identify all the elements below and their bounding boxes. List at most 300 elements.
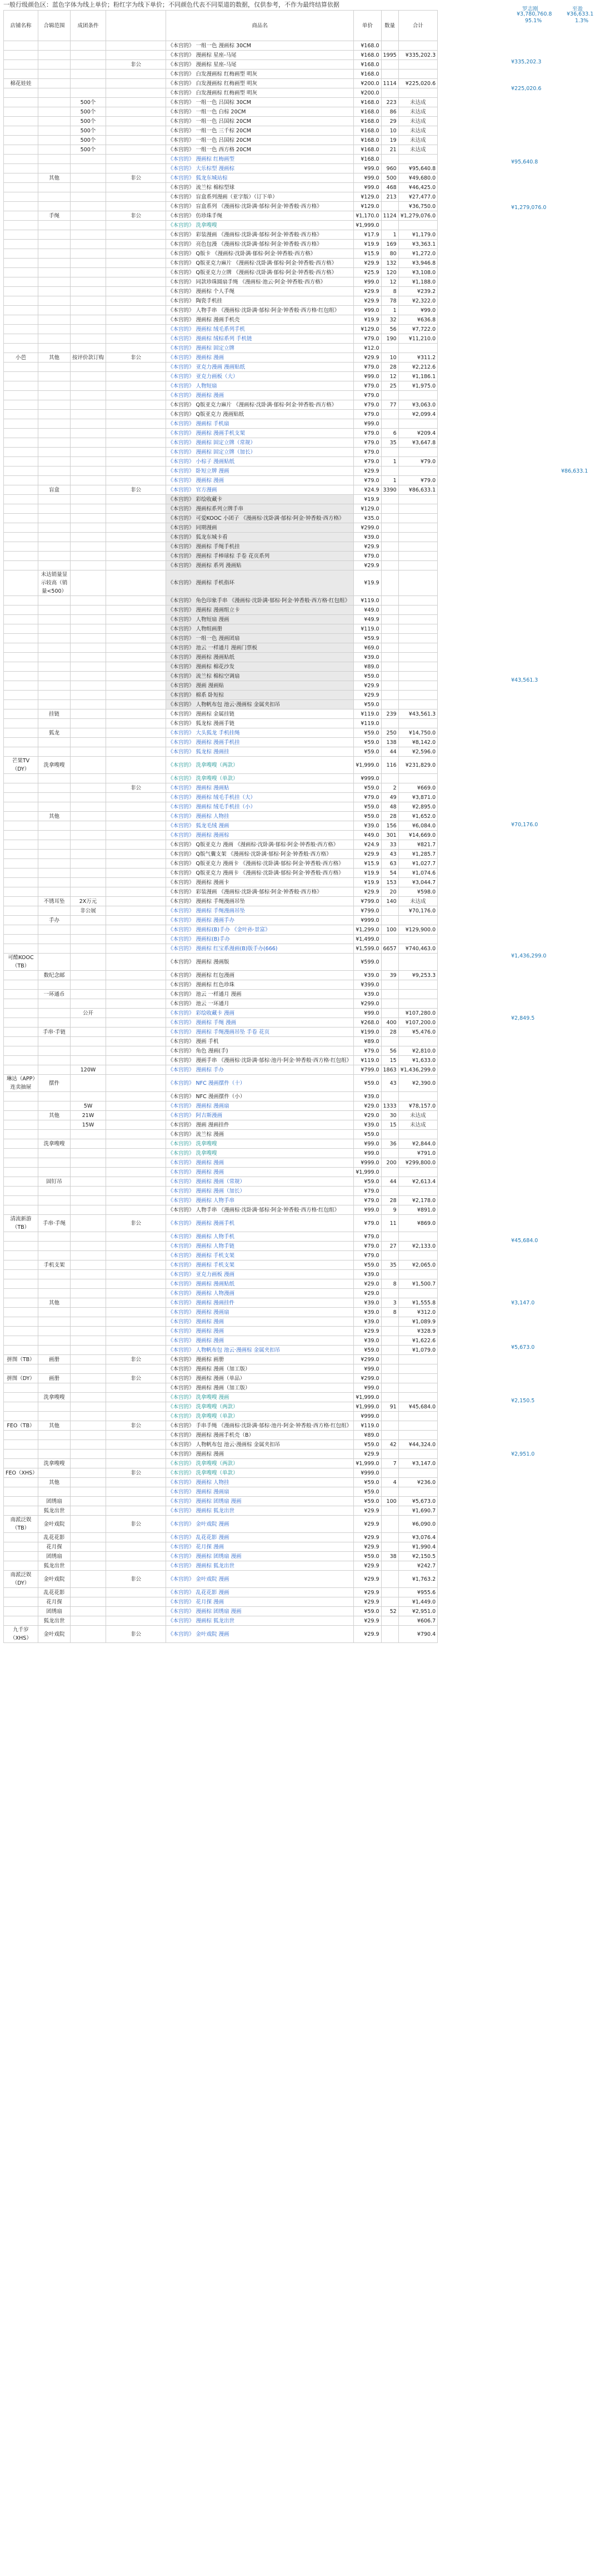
cell-gift[interactable] xyxy=(106,117,166,126)
cell-price[interactable]: ¥59.0 xyxy=(354,728,381,738)
cell-qty[interactable] xyxy=(381,1149,398,1158)
cell-gift[interactable] xyxy=(106,831,166,840)
cell-gift[interactable]: 非公 xyxy=(106,1374,166,1383)
cell-price[interactable]: ¥200.0 xyxy=(354,79,381,88)
cell-qty[interactable]: 52 xyxy=(381,1607,398,1616)
cell-qty[interactable]: 1995 xyxy=(381,51,398,60)
cell-gift[interactable] xyxy=(106,495,166,504)
cell-tier[interactable] xyxy=(71,1298,106,1308)
cell-qty[interactable] xyxy=(381,523,398,533)
cell-tier[interactable] xyxy=(71,1516,106,1533)
cell-name[interactable]: 《本宫的》 漫画棕 手绳漫画吊坠 xyxy=(166,897,354,906)
cell-total[interactable] xyxy=(398,504,437,514)
cell-mod[interactable]: 未达销量显示较高（销量<500） xyxy=(38,570,71,596)
cell-gift[interactable]: 非公 xyxy=(106,1516,166,1533)
cell-total[interactable] xyxy=(398,643,437,653)
cell-gift[interactable]: 非公 xyxy=(106,1421,166,1431)
cell-store[interactable] xyxy=(4,1298,38,1308)
cell-name[interactable]: 《本宫的》 狐龙毛绒 漫画 xyxy=(166,821,354,831)
cell-total[interactable]: ¥598.0 xyxy=(398,887,437,897)
cell-price[interactable]: ¥59.0 xyxy=(354,1177,381,1187)
cell-total[interactable]: ¥1,272.0 xyxy=(398,249,437,259)
table-row[interactable] xyxy=(4,1431,438,1440)
table-row[interactable] xyxy=(4,1383,438,1393)
table-row[interactable] xyxy=(4,1542,438,1552)
cell-tier[interactable] xyxy=(71,277,106,287)
cell-gift[interactable] xyxy=(106,1056,166,1065)
cell-qty[interactable] xyxy=(381,634,398,643)
cell-qty[interactable]: 100 xyxy=(381,925,398,935)
cell-total[interactable] xyxy=(398,596,437,605)
cell-store[interactable] xyxy=(4,700,38,709)
cell-mod[interactable] xyxy=(38,1364,71,1374)
cell-gift[interactable] xyxy=(106,476,166,485)
table-row[interactable] xyxy=(4,738,438,747)
cell-mod[interactable] xyxy=(38,691,71,700)
cell-tier[interactable] xyxy=(71,570,106,596)
cell-store[interactable] xyxy=(4,1065,38,1075)
cell-total[interactable] xyxy=(398,615,437,624)
cell-tier[interactable] xyxy=(71,240,106,249)
cell-qty[interactable]: 7 xyxy=(381,1459,398,1468)
cell-total[interactable]: ¥299,800.0 xyxy=(398,1158,437,1168)
cell-total[interactable]: ¥14,750.0 xyxy=(398,728,437,738)
cell-gift[interactable] xyxy=(106,457,166,466)
cell-qty[interactable]: 1124 xyxy=(381,211,398,221)
cell-mod[interactable] xyxy=(38,230,71,240)
cell-gift[interactable] xyxy=(106,126,166,136)
cell-total[interactable] xyxy=(398,1431,437,1440)
cell-gift[interactable] xyxy=(106,419,166,429)
cell-tier[interactable] xyxy=(71,935,106,944)
cell-name[interactable]: 《本宫的》 卧短立牌 漫画 xyxy=(166,466,354,476)
cell-store[interactable] xyxy=(4,552,38,561)
cell-mod[interactable]: 数纪念邮 xyxy=(38,971,71,980)
cell-total[interactable]: ¥1,074.6 xyxy=(398,868,437,878)
cell-gift[interactable] xyxy=(106,1101,166,1111)
cell-price[interactable]: ¥29.9 xyxy=(354,887,381,897)
cell-gift[interactable] xyxy=(106,1251,166,1260)
cell-store[interactable] xyxy=(4,935,38,944)
cell-name[interactable]: 《本宫的》 流兰棕 棉棕空调扇 xyxy=(166,672,354,681)
cell-qty[interactable] xyxy=(381,1327,398,1336)
cell-price[interactable]: ¥29.9 xyxy=(354,1626,381,1643)
table-row[interactable] xyxy=(4,793,438,802)
cell-store[interactable] xyxy=(4,1009,38,1018)
table-row[interactable] xyxy=(4,1459,438,1468)
cell-name[interactable]: 《本宫的》 Q版亚克力麻片 《漫画棕·沈卧满·郁棕·阿金·钟香般·西方格》 xyxy=(166,259,354,268)
cell-store[interactable] xyxy=(4,145,38,155)
cell-qty[interactable] xyxy=(381,1561,398,1571)
cell-mod[interactable] xyxy=(38,944,71,954)
cell-mod[interactable] xyxy=(38,145,71,155)
cell-tier[interactable] xyxy=(71,1056,106,1065)
cell-price[interactable]: ¥59.0 xyxy=(354,1607,381,1616)
cell-mod[interactable] xyxy=(38,634,71,643)
cell-total[interactable]: ¥2,133.0 xyxy=(398,1242,437,1251)
cell-gift[interactable] xyxy=(106,868,166,878)
cell-tier[interactable] xyxy=(71,887,106,897)
cell-total[interactable] xyxy=(398,88,437,98)
cell-total[interactable] xyxy=(398,570,437,596)
cell-gift[interactable] xyxy=(106,719,166,728)
cell-total[interactable]: ¥2,322.0 xyxy=(398,296,437,306)
table-row[interactable] xyxy=(4,1616,438,1626)
table-row[interactable] xyxy=(4,107,438,117)
cell-tier[interactable] xyxy=(71,466,106,476)
cell-total[interactable] xyxy=(398,533,437,542)
cell-price[interactable]: ¥29.9 xyxy=(354,353,381,363)
cell-qty[interactable]: 39 xyxy=(381,971,398,980)
cell-store[interactable] xyxy=(4,747,38,757)
table-row[interactable] xyxy=(4,164,438,173)
cell-price[interactable]: ¥168.0 xyxy=(354,60,381,70)
cell-gift[interactable] xyxy=(106,1289,166,1298)
col-total-header[interactable]: 合计 xyxy=(398,11,437,41)
cell-total[interactable] xyxy=(398,980,437,990)
cell-qty[interactable]: 30 xyxy=(381,1111,398,1120)
cell-store[interactable] xyxy=(4,1168,38,1177)
cell-total[interactable]: ¥129,900.0 xyxy=(398,925,437,935)
cell-mod[interactable] xyxy=(38,344,71,353)
cell-tier[interactable] xyxy=(71,954,106,971)
cell-store[interactable] xyxy=(4,315,38,325)
cell-store[interactable] xyxy=(4,868,38,878)
cell-name[interactable]: 《本宫的》 漫画棕 星座-马尾 xyxy=(166,51,354,60)
cell-tier[interactable] xyxy=(71,1487,106,1497)
table-row[interactable] xyxy=(4,859,438,868)
cell-name[interactable]: 《本宫的》 一组一色 白棕 20CM xyxy=(166,107,354,117)
cell-qty[interactable] xyxy=(381,1251,398,1260)
cell-tier[interactable] xyxy=(71,1421,106,1431)
cell-tier[interactable] xyxy=(71,1232,106,1242)
cell-tier[interactable] xyxy=(71,41,106,51)
cell-name[interactable]: 《本宫的》 人物帆布包 池云·漫画棕 金属夹扣吊 xyxy=(166,1440,354,1450)
cell-store[interactable] xyxy=(4,51,38,60)
cell-mod[interactable]: 摆件 xyxy=(38,1075,71,1092)
cell-total[interactable] xyxy=(398,60,437,70)
cell-name[interactable]: 《本宫的》 流兰棕 棉棕型球 xyxy=(166,183,354,192)
cell-gift[interactable] xyxy=(106,1616,166,1626)
cell-qty[interactable] xyxy=(381,605,398,615)
cell-mod[interactable] xyxy=(38,672,71,681)
cell-tier[interactable] xyxy=(71,485,106,495)
table-row[interactable] xyxy=(4,211,438,221)
cell-total[interactable]: ¥2,844.0 xyxy=(398,1139,437,1149)
cell-price[interactable]: ¥35.0 xyxy=(354,514,381,523)
cell-gift[interactable] xyxy=(106,634,166,643)
col-tier-header[interactable]: 成团条件 xyxy=(71,11,106,41)
table-row[interactable] xyxy=(4,1092,438,1101)
table-row[interactable] xyxy=(4,1440,438,1450)
cell-price[interactable]: ¥29.0 xyxy=(354,1111,381,1120)
table-row[interactable] xyxy=(4,79,438,88)
cell-qty[interactable] xyxy=(381,552,398,561)
cell-store[interactable] xyxy=(4,1487,38,1497)
cell-name[interactable]: 《本宫的》 金叶戏院 漫画 xyxy=(166,1516,354,1533)
cell-mod[interactable] xyxy=(38,306,71,315)
col-module-header[interactable]: 合辑范围 xyxy=(38,11,71,41)
cell-gift[interactable] xyxy=(106,514,166,523)
cell-gift[interactable] xyxy=(106,334,166,344)
cell-mod[interactable] xyxy=(38,783,71,793)
cell-price[interactable]: ¥1,170.0 xyxy=(354,211,381,221)
cell-name[interactable]: 《本宫的》 漫画棕 漫画（加工版） xyxy=(166,1364,354,1374)
cell-gift[interactable] xyxy=(106,344,166,353)
cell-total[interactable] xyxy=(398,514,437,523)
cell-price[interactable]: ¥168.0 xyxy=(354,51,381,60)
cell-qty[interactable] xyxy=(381,1542,398,1552)
table-row[interactable] xyxy=(4,240,438,249)
cell-qty[interactable]: 15 xyxy=(381,1056,398,1065)
cell-name[interactable]: 《本宫的》 人物组画册 xyxy=(166,624,354,634)
cell-mod[interactable]: 固钉吊 xyxy=(38,1177,71,1187)
cell-gift[interactable] xyxy=(106,1270,166,1279)
table-row[interactable] xyxy=(4,1120,438,1130)
cell-total[interactable] xyxy=(398,990,437,999)
cell-mod[interactable]: 手办 xyxy=(38,916,71,925)
cell-qty[interactable] xyxy=(381,672,398,681)
cell-qty[interactable]: 8 xyxy=(381,287,398,296)
table-row[interactable] xyxy=(4,533,438,542)
cell-mod[interactable] xyxy=(38,700,71,709)
cell-tier[interactable] xyxy=(71,259,106,268)
table-row[interactable] xyxy=(4,542,438,552)
table-row[interactable] xyxy=(4,821,438,831)
cell-price[interactable]: ¥29.9 xyxy=(354,287,381,296)
cell-mod[interactable] xyxy=(38,221,71,230)
cell-name[interactable]: 《本宫的》 可爱KOOC 小团子 《漫画棕·沈卧满·郁棕·阿金·钟香般·西方格》 xyxy=(166,514,354,523)
cell-gift[interactable] xyxy=(106,624,166,634)
cell-gift[interactable] xyxy=(106,542,166,552)
cell-tier[interactable] xyxy=(71,296,106,306)
cell-total[interactable]: ¥78,157.0 xyxy=(398,1101,437,1111)
cell-price[interactable]: ¥39.0 xyxy=(354,990,381,999)
cell-gift[interactable] xyxy=(106,552,166,561)
cell-store[interactable] xyxy=(4,1364,38,1374)
cell-mod[interactable] xyxy=(38,747,71,757)
cell-tier[interactable] xyxy=(71,88,106,98)
cell-store[interactable] xyxy=(4,136,38,145)
cell-qty[interactable]: 78 xyxy=(381,296,398,306)
cell-tier[interactable] xyxy=(71,363,106,372)
table-row[interactable] xyxy=(4,1355,438,1364)
cell-name[interactable]: 《本宫的》 漫画棕 团绣扇 漫画 xyxy=(166,1497,354,1506)
cell-name[interactable]: 《本宫的》 花月探 漫画 xyxy=(166,1542,354,1552)
cell-total[interactable] xyxy=(398,624,437,634)
cell-tier[interactable] xyxy=(71,1412,106,1421)
cell-tier[interactable] xyxy=(71,624,106,634)
cell-tier[interactable] xyxy=(71,552,106,561)
cell-gift[interactable] xyxy=(106,561,166,570)
cell-mod[interactable] xyxy=(38,240,71,249)
cell-tier[interactable] xyxy=(71,709,106,719)
cell-store[interactable] xyxy=(4,1459,38,1468)
cell-name[interactable]: 《本宫的》 洗拿嗖嗖（两款） xyxy=(166,1402,354,1412)
cell-qty[interactable]: 1 xyxy=(381,306,398,315)
cell-price[interactable]: ¥15.9 xyxy=(354,249,381,259)
cell-total[interactable]: ¥6,090.0 xyxy=(398,1516,437,1533)
cell-mod[interactable]: 洗拿嗖嗖 xyxy=(38,757,71,774)
cell-tier[interactable] xyxy=(71,400,106,410)
cell-mod[interactable] xyxy=(38,268,71,277)
cell-name[interactable]: 《本宫的》 漫画棕 固定立牌（常规） xyxy=(166,438,354,448)
cell-store[interactable] xyxy=(4,1092,38,1101)
cell-price[interactable]: ¥29.9 xyxy=(354,1561,381,1571)
cell-gift[interactable] xyxy=(106,1393,166,1402)
cell-store[interactable]: 琳达（APP）连卖抽屉 xyxy=(4,1075,38,1092)
cell-mod[interactable]: 金叶戏院 xyxy=(38,1626,71,1643)
cell-qty[interactable]: 27 xyxy=(381,1242,398,1251)
cell-store[interactable] xyxy=(4,1149,38,1158)
cell-mod[interactable] xyxy=(38,1279,71,1289)
cell-store[interactable] xyxy=(4,897,38,906)
cell-name[interactable]: 《本宫的》 漫画棕 漫画（常规） xyxy=(166,1177,354,1187)
cell-tier[interactable] xyxy=(71,344,106,353)
cell-store[interactable] xyxy=(4,709,38,719)
cell-qty[interactable] xyxy=(381,1383,398,1393)
cell-price[interactable]: ¥29.9 xyxy=(354,1506,381,1516)
cell-name[interactable]: 《本宫的》 漫画棕 漫画扇 xyxy=(166,1101,354,1111)
cell-gift[interactable] xyxy=(106,700,166,709)
cell-gift[interactable] xyxy=(106,1092,166,1101)
cell-total[interactable] xyxy=(398,495,437,504)
cell-store[interactable] xyxy=(4,419,38,429)
table-row[interactable] xyxy=(4,145,438,155)
cell-price[interactable]: ¥39.0 xyxy=(354,1298,381,1308)
cell-mod[interactable] xyxy=(38,1232,71,1242)
cell-total[interactable]: ¥869.0 xyxy=(398,1215,437,1232)
cell-name[interactable]: 《本宫的》 漫画棕 狐龙出世 xyxy=(166,1561,354,1571)
cell-price[interactable]: ¥168.0 xyxy=(354,41,381,51)
cell-mod[interactable] xyxy=(38,1468,71,1478)
cell-store[interactable] xyxy=(4,1393,38,1402)
cell-name[interactable]: 《本宫的》 小棕子 漫画贴纸 xyxy=(166,457,354,466)
table-row[interactable] xyxy=(4,410,438,419)
cell-name[interactable]: 《本宫的》 漫画手串 《漫画棕·沈卧满·郁棕·池丹·阿金·钟香般·西方格·红包组》 xyxy=(166,1056,354,1065)
cell-gift[interactable] xyxy=(106,164,166,173)
cell-tier[interactable] xyxy=(71,605,106,615)
cell-total[interactable]: ¥2,810.0 xyxy=(398,1046,437,1056)
cell-price[interactable]: ¥79.0 xyxy=(354,1187,381,1196)
cell-mod[interactable] xyxy=(38,878,71,887)
table-row[interactable] xyxy=(4,192,438,202)
cell-name[interactable]: 《本宫的》 亮色包漫 《漫画棕·沈卧满·郁棕·阿金·钟香般·西方格》 xyxy=(166,240,354,249)
cell-mod[interactable] xyxy=(38,126,71,136)
cell-price[interactable]: ¥79.0 xyxy=(354,1242,381,1251)
cell-tier[interactable] xyxy=(71,1130,106,1139)
cell-mod[interactable] xyxy=(38,1158,71,1168)
cell-mod[interactable] xyxy=(38,438,71,448)
cell-price[interactable]: ¥24.9 xyxy=(354,840,381,850)
table-row[interactable] xyxy=(4,1242,438,1251)
cell-name[interactable]: 《本宫的》 池云 一样通月 漫画 xyxy=(166,990,354,999)
cell-mod[interactable] xyxy=(38,155,71,164)
cell-gift[interactable] xyxy=(106,887,166,897)
table-row[interactable] xyxy=(4,1009,438,1018)
cell-store[interactable] xyxy=(4,107,38,117)
cell-name[interactable]: 《本宫的》 池云 一样通月 漫画门票板 xyxy=(166,643,354,653)
cell-total[interactable] xyxy=(398,605,437,615)
col-qty-header[interactable]: 数量 xyxy=(381,11,398,41)
cell-name[interactable]: 《本宫的》 漫画棕 漫画手机 xyxy=(166,1215,354,1232)
cell-gift[interactable] xyxy=(106,935,166,944)
cell-name[interactable]: 《本宫的》 陶瓷手机挂 xyxy=(166,296,354,306)
cell-qty[interactable] xyxy=(381,221,398,230)
table-row[interactable] xyxy=(4,1289,438,1298)
cell-gift[interactable] xyxy=(106,1336,166,1346)
table-row[interactable] xyxy=(4,1468,438,1478)
cell-gift[interactable] xyxy=(106,1497,166,1506)
cell-tier[interactable] xyxy=(71,192,106,202)
cell-tier[interactable] xyxy=(71,1374,106,1383)
cell-total[interactable] xyxy=(398,41,437,51)
cell-store[interactable] xyxy=(4,1533,38,1542)
cell-total[interactable]: ¥1,027.7 xyxy=(398,859,437,868)
cell-store[interactable] xyxy=(4,1232,38,1242)
cell-total[interactable]: ¥2,065.0 xyxy=(398,1260,437,1270)
table-row[interactable] xyxy=(4,999,438,1009)
cell-price[interactable]: ¥39.0 xyxy=(354,1336,381,1346)
cell-store[interactable]: 拼图（DY） xyxy=(4,1374,38,1383)
table-row[interactable] xyxy=(4,466,438,476)
cell-mod[interactable] xyxy=(38,315,71,325)
cell-gift[interactable] xyxy=(106,372,166,381)
cell-store[interactable] xyxy=(4,1588,38,1597)
cell-qty[interactable] xyxy=(381,1336,398,1346)
cell-tier[interactable] xyxy=(71,1308,106,1317)
cell-name[interactable]: 《本宫的》 漫画棕 漫画手机挂 xyxy=(166,738,354,747)
cell-store[interactable] xyxy=(4,1037,38,1046)
cell-tier[interactable] xyxy=(71,1046,106,1056)
cell-tier[interactable] xyxy=(71,1383,106,1393)
cell-total[interactable] xyxy=(398,419,437,429)
cell-price[interactable]: ¥49.0 xyxy=(354,831,381,840)
cell-store[interactable] xyxy=(4,1327,38,1336)
cell-qty[interactable]: 56 xyxy=(381,1046,398,1056)
table-row[interactable] xyxy=(4,1588,438,1597)
cell-price[interactable]: ¥79.0 xyxy=(354,793,381,802)
cell-tier[interactable]: 公开 xyxy=(71,1009,106,1018)
cell-qty[interactable]: 3 xyxy=(381,1298,398,1308)
cell-name[interactable]: 《本宫的》 漫画棕 漫画（单品） xyxy=(166,1374,354,1383)
cell-store[interactable] xyxy=(4,1308,38,1317)
cell-tier[interactable] xyxy=(71,1139,106,1149)
cell-tier[interactable] xyxy=(71,850,106,859)
cell-store[interactable]: 可酷KOOC（TB） xyxy=(4,954,38,971)
table-row[interactable] xyxy=(4,719,438,728)
table-row[interactable] xyxy=(4,476,438,485)
cell-gift[interactable] xyxy=(106,1028,166,1037)
cell-store[interactable]: FEO（TB） xyxy=(4,1421,38,1431)
cell-tier[interactable] xyxy=(71,1588,106,1597)
cell-gift[interactable] xyxy=(106,523,166,533)
cell-total[interactable]: ¥3,076.4 xyxy=(398,1533,437,1542)
cell-total[interactable]: ¥5,476.0 xyxy=(398,1028,437,1037)
cell-mod[interactable] xyxy=(38,859,71,868)
cell-tier[interactable] xyxy=(71,1327,106,1336)
cell-price[interactable]: ¥12.0 xyxy=(354,344,381,353)
cell-gift[interactable] xyxy=(106,240,166,249)
cell-tier[interactable] xyxy=(71,1440,106,1450)
cell-mod[interactable] xyxy=(38,821,71,831)
cell-total[interactable]: ¥955.6 xyxy=(398,1588,437,1597)
cell-name[interactable]: 《本宫的》 漫画棕 漫画棕 xyxy=(166,831,354,840)
table-row[interactable] xyxy=(4,561,438,570)
table-row[interactable] xyxy=(4,1101,438,1111)
cell-name[interactable]: 《本宫的》 漫画棕 漫画 xyxy=(166,1336,354,1346)
cell-qty[interactable] xyxy=(381,1506,398,1516)
